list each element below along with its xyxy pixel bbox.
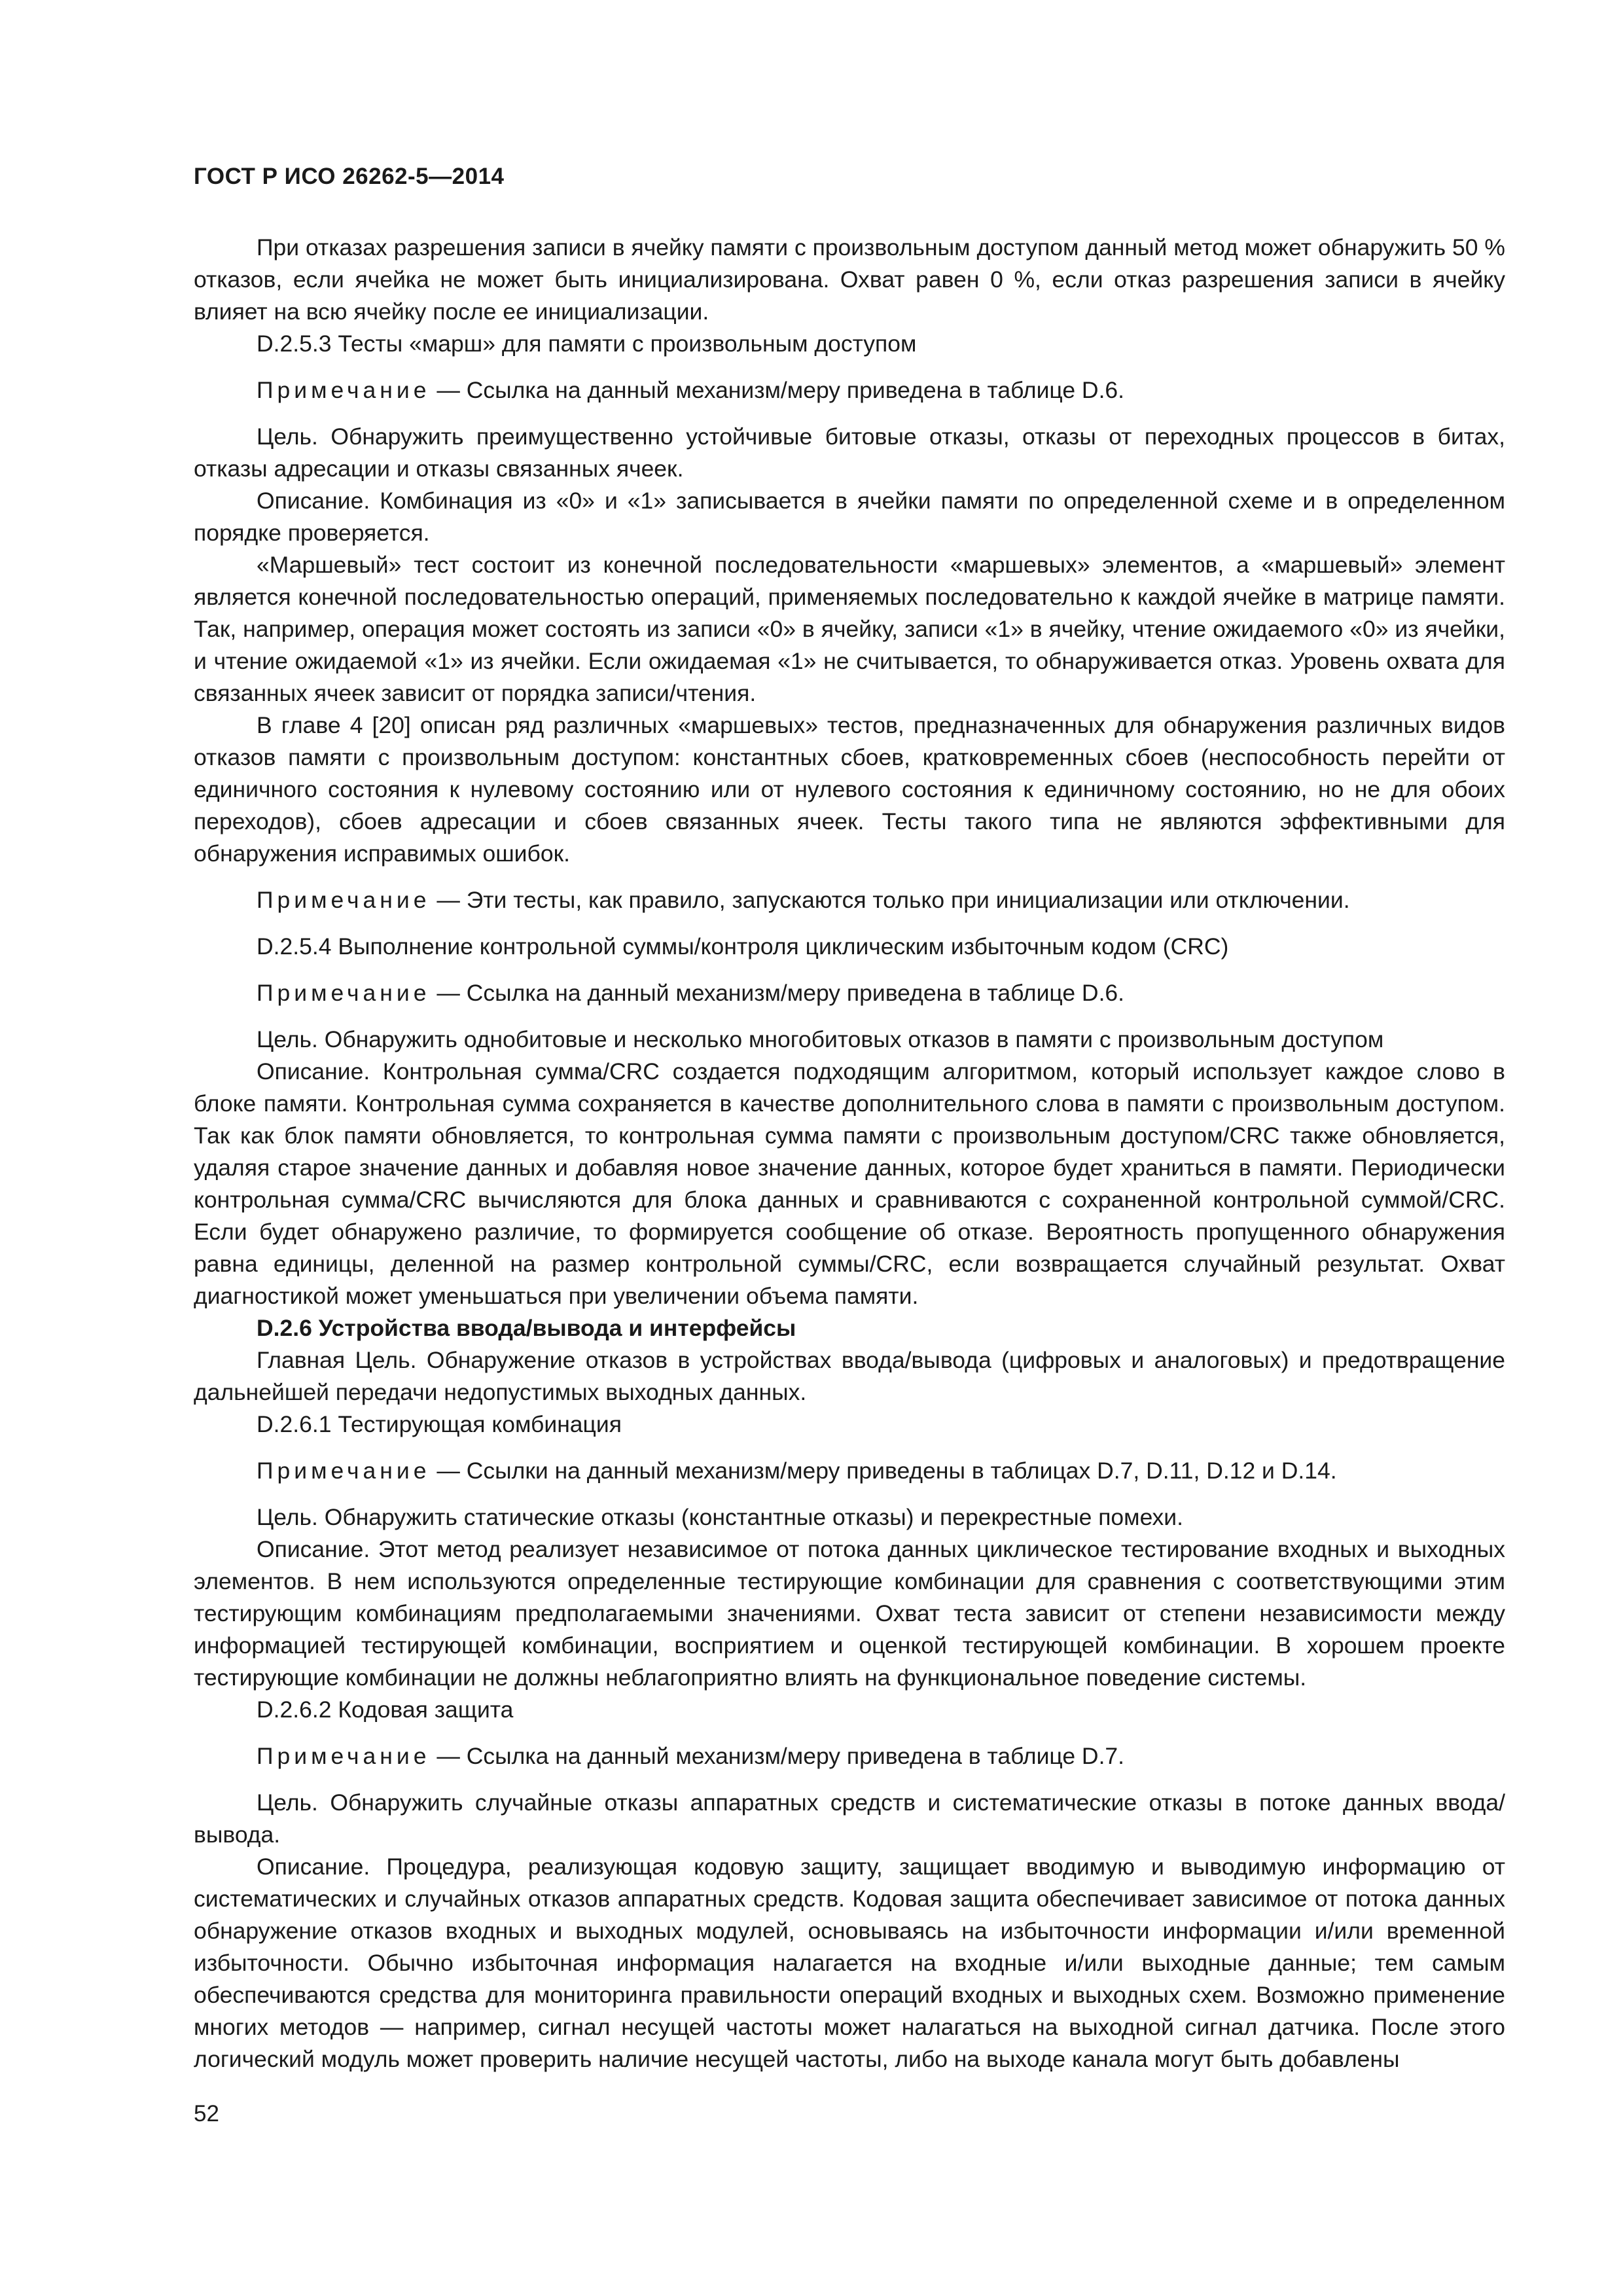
section-heading-d254: D.2.5.4 Выполнение контрольной суммы/контроля циклическим избыточным кодом (CRC) — [257, 933, 1229, 960]
note-text: — Ссылка на данный механизм/меру приведена в таблице D.7. — [437, 1743, 1125, 1769]
note — [194, 977, 1505, 1009]
paragraph: Описание. Процедура, реализующая кодовую защиту, защищает вводимую и выводимую информацию от систематических и случайных отказов аппаратных средств. Кодовая защита обеспечивает зависимое от потока данных обнаружение отказов входных и выходных модулей, основываясь на избыточности информации и/или временной избыточности. Обычно избыточная информация налагается на входные и/или выходные данные; тем самым обеспечиваются средства для мониторинга правильности операций входных и выходных схем. Возможно применение многих методов — например, сигнал несущей частоты может налагаться на выходной сигнал датчика. После этого логический модуль может проверить наличие несущей частоты, либо на выходе канала могут быть добавлены — [194, 1854, 1505, 2072]
note-text: — Эти тесты, как правило, запускаются только при инициализации или отключении. — [437, 887, 1350, 913]
note — [194, 1455, 1505, 1487]
paragraph: В главе 4 [20] описан ряд различных «маршевых» тестов, предназначенных для обнаружения различных видов отказов памяти с произвольным доступом: константных сбоев, кратковременных сбоев (неспособность перейти от единичного состояния к нулевому состоянию или от нулевого состояния к единичному состоянию, но не для обоих переходов), сбоев адресации и сбоев связанных ячеек. Тесты такого типа не являются эффективными для обнаружения исправимых ошибок. — [194, 712, 1505, 867]
note — [194, 884, 1505, 916]
paragraph: При отказах разрешения записи в ячейку памяти с произвольным доступом данный метод может обнаружить 50 % отказов, если ячейка не может быть инициализирована. Охват равен 0 %, если отказ разрешения записи в ячейку влияет на всю ячейку после ее инициализации. — [194, 234, 1505, 325]
section-heading-d262: D.2.6.2 Кодовая защита — [257, 1696, 514, 1723]
section-heading-d26: D.2.6 Устройства ввода/вывода и интерфейсы — [257, 1315, 796, 1341]
paragraph: Цель. Обнаружить однобитовые и несколько многобитовых отказов в памяти с произвольным доступом — [257, 1026, 1384, 1052]
document-header: ГОСТ Р ИСО 26262-5—2014 — [194, 164, 505, 189]
section-heading-d253: D.2.5.3 Тесты «марш» для памяти с произвольным доступом — [257, 331, 917, 357]
page-number: 52 — [194, 2101, 219, 2126]
paragraph: Цель. Обнаружить преимущественно устойчивые битовые отказы, отказы от переходных процессов в битах, отказы адресации и отказы связанных ячеек. — [194, 423, 1505, 482]
note-label: Примечание — [257, 887, 431, 913]
note-text: — Ссылки на данный механизм/меру приведены в таблицах D.7, D.11, D.12 и D.14. — [437, 1458, 1337, 1484]
paragraph: Цель. Обнаружить случайные отказы аппаратных средств и систематические отказы в потоке данных ввода/вывода. — [194, 1789, 1505, 1848]
paragraph: Описание. Этот метод реализует независимое от потока данных циклическое тестирование входных и выходных элементов. В нем используются определенные тестирующие комбинации для сравнения с соответствующими этим тестирующим комбинациям предполагаемыми значениями. Охват теста зависит от степени независимости между информацией тестирующей комбинации, восприятием и оценкой тестирующей комбинации. В хорошем проекте тестирующие комбинации не должны неблагоприятно влиять на функциональное поведение системы. — [194, 1536, 1505, 1691]
note-label: Примечание — [257, 1743, 431, 1769]
note — [194, 1740, 1505, 1772]
note — [194, 374, 1505, 406]
paragraph: Описание. Контрольная сумма/CRC создается подходящим алгоритмом, который использует каждое слово в блоке памяти. Контрольная сумма сохраняется в качестве дополнительного слова в памяти с произвольным доступом. Так как блок памяти обновляется, то контрольная сумма памяти с произвольным доступом/CRC также обновляется, удаляя старое значение данных и добавляя новое значение данных, которое будет храниться в памяти. Периодически контрольная сумма/CRC вычисляются для блока данных и сравниваются с сохраненной контрольной суммой/CRC. Если будет обнаружено различие, то формируется сообщение об отказе. Вероятность пропущенного обнаружения равна единицы, деленной на размер контрольной суммы/CRC, если возвращается случайный результат. Охват диагностикой может уменьшаться при увеличении объема памяти. — [194, 1058, 1505, 1309]
section-heading-d261: D.2.6.1 Тестирующая комбинация — [257, 1411, 622, 1437]
paragraph: «Маршевый» тест состоит из конечной последовательности «маршевых» элементов, а «маршевый» элемент является конечной последовательностью операций, применяемых последовательно к каждой ячейке в матрице памяти. Так, например, операция может состоять из записи «0» в ячейку, записи «1» в ячейку, чтение ожидаемого «0» из ячейки, и чтение ожидаемой «1» из ячейки. Если ожидаемая «1» не считывается, то обнаруживается отказ. Уровень охвата для связанных ячеек зависит от порядка записи/чтения. — [194, 552, 1505, 706]
document-body — [194, 232, 1505, 2075]
note-text: — Ссылка на данный механизм/меру приведена в таблице D.6. — [437, 980, 1125, 1006]
paragraph: Описание. Комбинация из «0» и «1» записывается в ячейки памяти по определенной схеме и в определенном порядке проверяется. — [194, 488, 1505, 546]
paragraph: Цель. Обнаружить статические отказы (константные отказы) и перекрестные помехи. — [257, 1504, 1183, 1530]
note-text: — Ссылка на данный механизм/меру приведена в таблице D.6. — [437, 377, 1125, 403]
paragraph: Главная Цель. Обнаружение отказов в устройствах ввода/вывода (цифровых и аналоговых) и предотвращение дальнейшей передачи недопустимых выходных данных. — [194, 1347, 1505, 1405]
note-label: Примечание — [257, 1458, 431, 1484]
note-label: Примечание — [257, 377, 431, 403]
note-label: Примечание — [257, 980, 431, 1006]
